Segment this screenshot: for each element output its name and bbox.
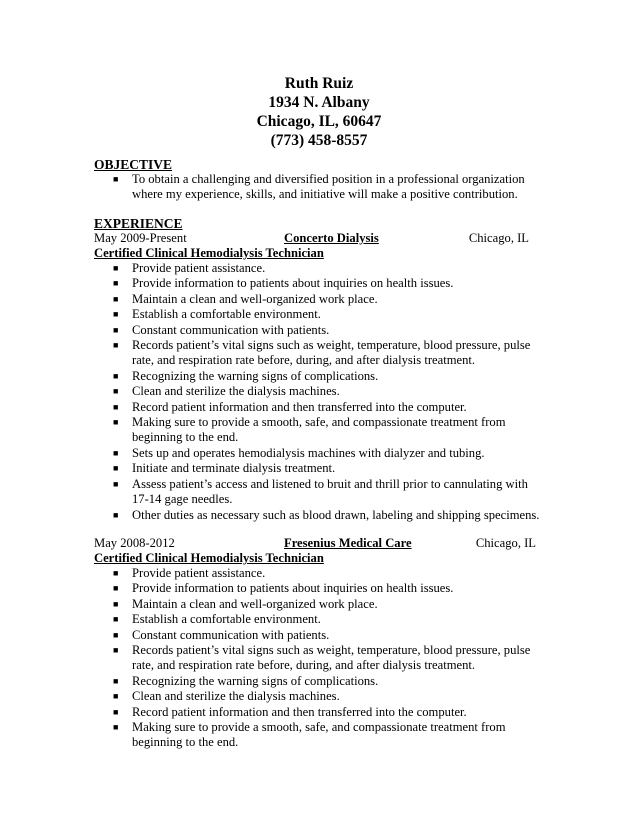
list-item: ■ Maintain a clean and well-organized work place. — [113, 596, 378, 611]
objective-list — [113, 172, 533, 203]
bullet-icon: ■ — [113, 174, 119, 184]
list-item: ■ Constant communication with patients. — [113, 627, 330, 642]
list-item: ■ Provide information to patients about inquiries on health issues. — [113, 276, 454, 291]
list-item: ■ Record patient information and then transferred into the computer. — [113, 704, 467, 719]
bullet-icon: ■ — [113, 478, 119, 489]
list-item: ■ Making sure to provide a smooth, safe, and compassionate treatment from beginning to the end. — [113, 720, 506, 750]
bullet-icon: ■ — [113, 583, 119, 594]
list-item: ■ Provide information to patients about inquiries on health issues. — [113, 581, 454, 596]
bullet-icon: ■ — [113, 629, 119, 640]
bullet-icon: ■ — [113, 309, 119, 320]
job-header-row — [94, 536, 536, 551]
bullet-icon: ■ — [113, 463, 119, 474]
experience-heading: EXPERIENCE — [94, 216, 183, 231]
list-item: ■ Establish a comfortable environment. — [113, 612, 321, 627]
bullet-icon: ■ — [113, 598, 119, 609]
list-item: ■ Making sure to provide a smooth, safe, and compassionate treatment from beginning to the end. — [113, 415, 506, 445]
bullet-icon: ■ — [113, 386, 119, 397]
list-item: ■ Provide patient assistance. — [113, 566, 266, 580]
bullet-icon: ■ — [113, 417, 119, 428]
bullet-icon: ■ — [113, 370, 119, 381]
list-item: ■ Record patient information and then transferred into the computer. — [113, 399, 467, 414]
job-dates: May 2009-Present — [94, 231, 187, 245]
job-dates: May 2008-2012 — [94, 536, 175, 550]
list-item: ■ Clean and sterilize the dialysis machines. — [113, 689, 340, 704]
bullet-icon: ■ — [113, 293, 119, 304]
bullet-icon: ■ — [113, 340, 119, 351]
job-header-row — [94, 231, 539, 246]
list-item: ■ Clean and sterilize the dialysis machines. — [113, 384, 340, 399]
list-item: ■ Sets up and operates hemodialysis machines with dialyzer and tubing. — [113, 445, 485, 460]
list-item: ■ Records patient’s vital signs such as weight, temperature, blood pressure, pulse rate, and respiration rate before, during, and after dialysis treatment. — [113, 338, 531, 368]
bullet-icon: ■ — [113, 645, 119, 656]
street-address: 1934 N. Albany — [268, 94, 370, 111]
list-item: ■ Assess patient’s access and listened to bruit and thrill prior to cannulating with 17-14 gage needles. — [113, 476, 528, 507]
employer-name: Fresenius Medical Care — [284, 536, 412, 550]
job-duties-list — [113, 566, 543, 751]
phone-number: (773) 458-8557 — [270, 132, 368, 149]
bullet-icon: ■ — [113, 447, 119, 458]
bullet-icon: ■ — [113, 722, 119, 733]
bullet-icon: ■ — [113, 401, 119, 412]
city-state-zip: Chicago, IL, 60647 — [256, 113, 382, 130]
list-item: ■ Maintain a clean and well-organized work place. — [113, 291, 378, 306]
bullet-icon: ■ — [113, 263, 119, 273]
bullet-icon: ■ — [113, 324, 119, 335]
bullet-icon: ■ — [113, 675, 119, 686]
bullet-icon: ■ — [113, 614, 119, 625]
bullet-icon: ■ — [113, 568, 119, 578]
job-title: Certified Clinical Hemodialysis Technician — [94, 551, 324, 565]
applicant-name: Ruth Ruiz — [284, 75, 354, 92]
list-item: ■ Establish a comfortable environment. — [113, 307, 321, 322]
list-item: ■ Constant communication with patients. — [113, 322, 330, 337]
list-item: ■ To obtain a challenging and diversified position in a professional organization where my experience, skills, and initiative will make a positive contribution. — [113, 172, 525, 202]
list-item: ■ Provide patient assistance. — [113, 261, 266, 275]
bullet-icon: ■ — [113, 509, 119, 520]
list-item: ■ Other duties as necessary such as blood drawn, labeling and shipping specimens. — [113, 507, 540, 522]
list-item: ■ Initiate and terminate dialysis treatment. — [113, 461, 336, 476]
employer-name: Concerto Dialysis — [284, 231, 379, 245]
job-duties-list — [113, 261, 543, 523]
job-title: Certified Clinical Hemodialysis Technician — [94, 246, 324, 260]
job-location: Chicago, IL — [475, 536, 536, 550]
objective-heading: OBJECTIVE — [94, 157, 173, 172]
job-location: Chicago, IL — [468, 231, 529, 245]
list-item: ■ Records patient’s vital signs such as weight, temperature, blood pressure, pulse rate, and respiration rate before, during, and after dialysis treatment. — [113, 643, 531, 673]
bullet-icon: ■ — [113, 278, 119, 289]
bullet-icon: ■ — [113, 706, 119, 717]
list-item: ■ Recognizing the warning signs of complications. — [113, 368, 379, 383]
list-item: ■ Recognizing the warning signs of complications. — [113, 673, 379, 688]
contact-header — [0, 74, 638, 150]
bullet-icon: ■ — [113, 691, 119, 702]
